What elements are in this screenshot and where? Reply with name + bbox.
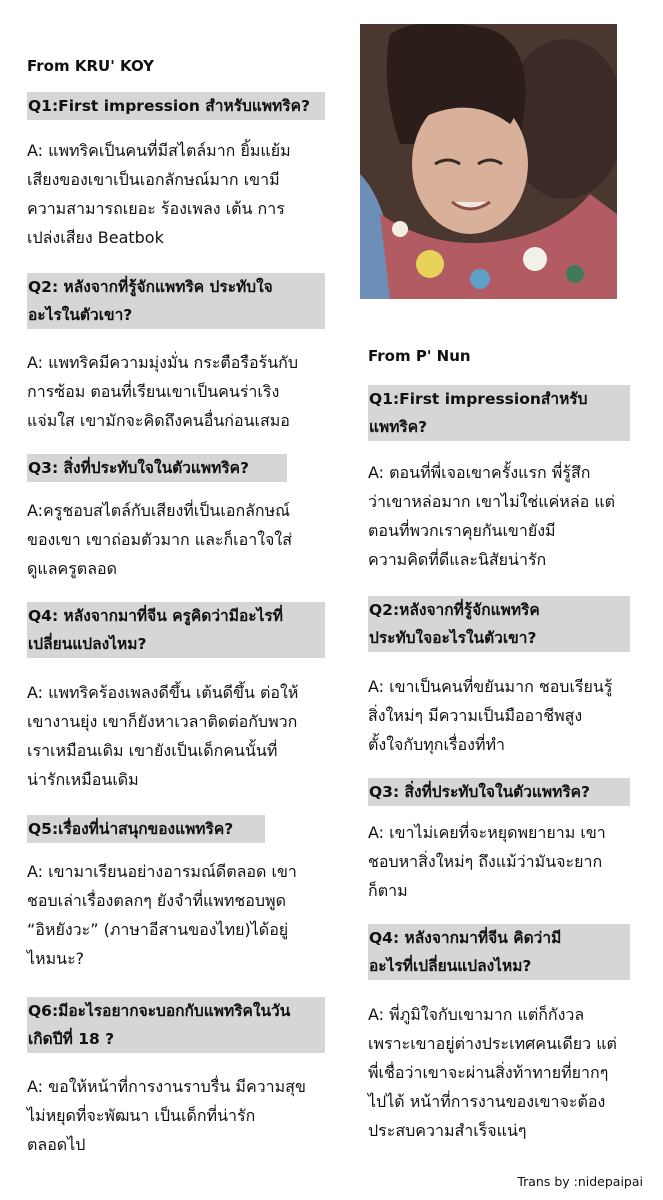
photo-illustration [360, 24, 617, 299]
left-a5: A: เขามาเรียนอย่างอารมณ์ดีตลอด เขา ชอบเล่าเรื่องตลกๆ ยังจำที่แพทชอบพูด “อิหยังวะ” (ภาษาอีสานของไทย)ได้อยู่ ไหมนะ? [27, 862, 297, 968]
right-q2: Q2:หลังจากที่รู้จักแพทริค ประทับใจอะไรในตัวเขา? [368, 596, 630, 652]
left-a4: A: แพทริคร้องเพลงดีขึ้น เต้นดีขึ้น ต่อให้ เขางานยุ่ง เขาก็ยังหาเวลาติดต่อกับพวก เราเหมือนเดิม เขายังเป็นเด็กคนนั้นที่ น่ารักเหมือนเดิม [27, 683, 299, 789]
left-q1: Q1:First impression สำหรับแพทริค? [27, 92, 325, 120]
photo [360, 24, 617, 299]
left-q5: Q5:เรื่องที่น่าสนุกของแพทริค? [27, 815, 265, 843]
left-heading: From KRU' KOY [27, 57, 155, 75]
right-q4: Q4: หลังจากมาที่จีน คิดว่ามี อะไรที่เปลี่ยนแปลงไหม? [368, 924, 630, 980]
left-a3: A:ครูชอบสไตล์กับเสียงที่เป็นเอกลักษณ์ ของเขา เขาถ่อมตัวมาก และก็เอาใจใส่ ดูแลครูตลอด [27, 501, 292, 578]
right-a3: A: เขาไม่เคยที่จะหยุดพยายาม เขา ชอบหาสิ่งใหม่ๆ ถึงแม้ว่ามันจะยาก ก็ตาม [368, 823, 606, 900]
right-a1: A: ตอนที่พี่เจอเขาครั้งแรก พี่รู้สึก ว่าเขาหล่อมาก เขาไม่ใช่แค่หล่อ แต่ ตอนที่พวกเราคุยกันเขายังมี ความคิดที่ดีและนิสัยน่ารัก [368, 463, 616, 569]
right-a4: A: พี่ภูมิใจกับเขามาก แต่ก็กังวล เพราะเขาอยู่ต่างประเทศคนเดียว แต่ พี่เชื่อว่าเขาจะผ่านสิ่งท้าทายที่ยากๆ ไปได้ หน้าที่การงานของเขาจะต้อง ประสบความสำเร็จแน่ๆ [368, 1005, 617, 1140]
left-q3: Q3: สิ่งที่ประทับใจในตัวแพทริค? [27, 454, 287, 482]
left-q4: Q4: หลังจากมาที่จีน ครูคิดว่ามีอะไรที่ เปลี่ยนแปลงไหม? [27, 602, 325, 658]
left-a1: A: แพทริคเป็นคนที่มีสไตล์มาก ยิ้มแย้ม เสียงของเขาเป็นเอกลักษณ์มาก เขามี ความสามารถเยอะ ร้องเพลง เต้น การ เปล่งเสียง Beatbok [27, 141, 291, 247]
left-a2: A: แพทริคมีความมุ่งมั่น กระตือรือร้นกับ การซ้อม ตอนที่เรียนเขาเป็นคนร่าเริง แจ่มใส เขามักจะคิดถึงคนอื่นก่อนเสมอ [27, 353, 298, 430]
right-q1: Q1:First impressionสำหรับ แพทริค? [368, 385, 630, 441]
right-a2: A: เขาเป็นคนที่ขยันมาก ชอบเรียนรู้ สิ่งใหม่ๆ มีความเป็นมืออาชีพสูง ตั้งใจกับทุกเรื่องที่ทำ [368, 677, 613, 754]
left-q6: Q6:มีอะไรอยากจะบอกกับแพทริคในวัน เกิดปีที่ 18 ? [27, 997, 325, 1053]
right-heading: From P' Nun [368, 347, 471, 365]
translator-credit: Trans by :nidepaipai [517, 1174, 643, 1189]
left-q2: Q2: หลังจากที่รู้จักแพทริค ประทับใจ อะไรในตัวเขา? [27, 273, 325, 329]
right-q3: Q3: สิ่งที่ประทับใจในตัวแพทริค? [368, 778, 630, 806]
left-a6: A: ขอให้หน้าที่การงานราบรื่น มีความสุข ไม่หยุดที่จะพัฒนา เป็นเด็กที่น่ารัก ตลอดไป [27, 1077, 306, 1154]
